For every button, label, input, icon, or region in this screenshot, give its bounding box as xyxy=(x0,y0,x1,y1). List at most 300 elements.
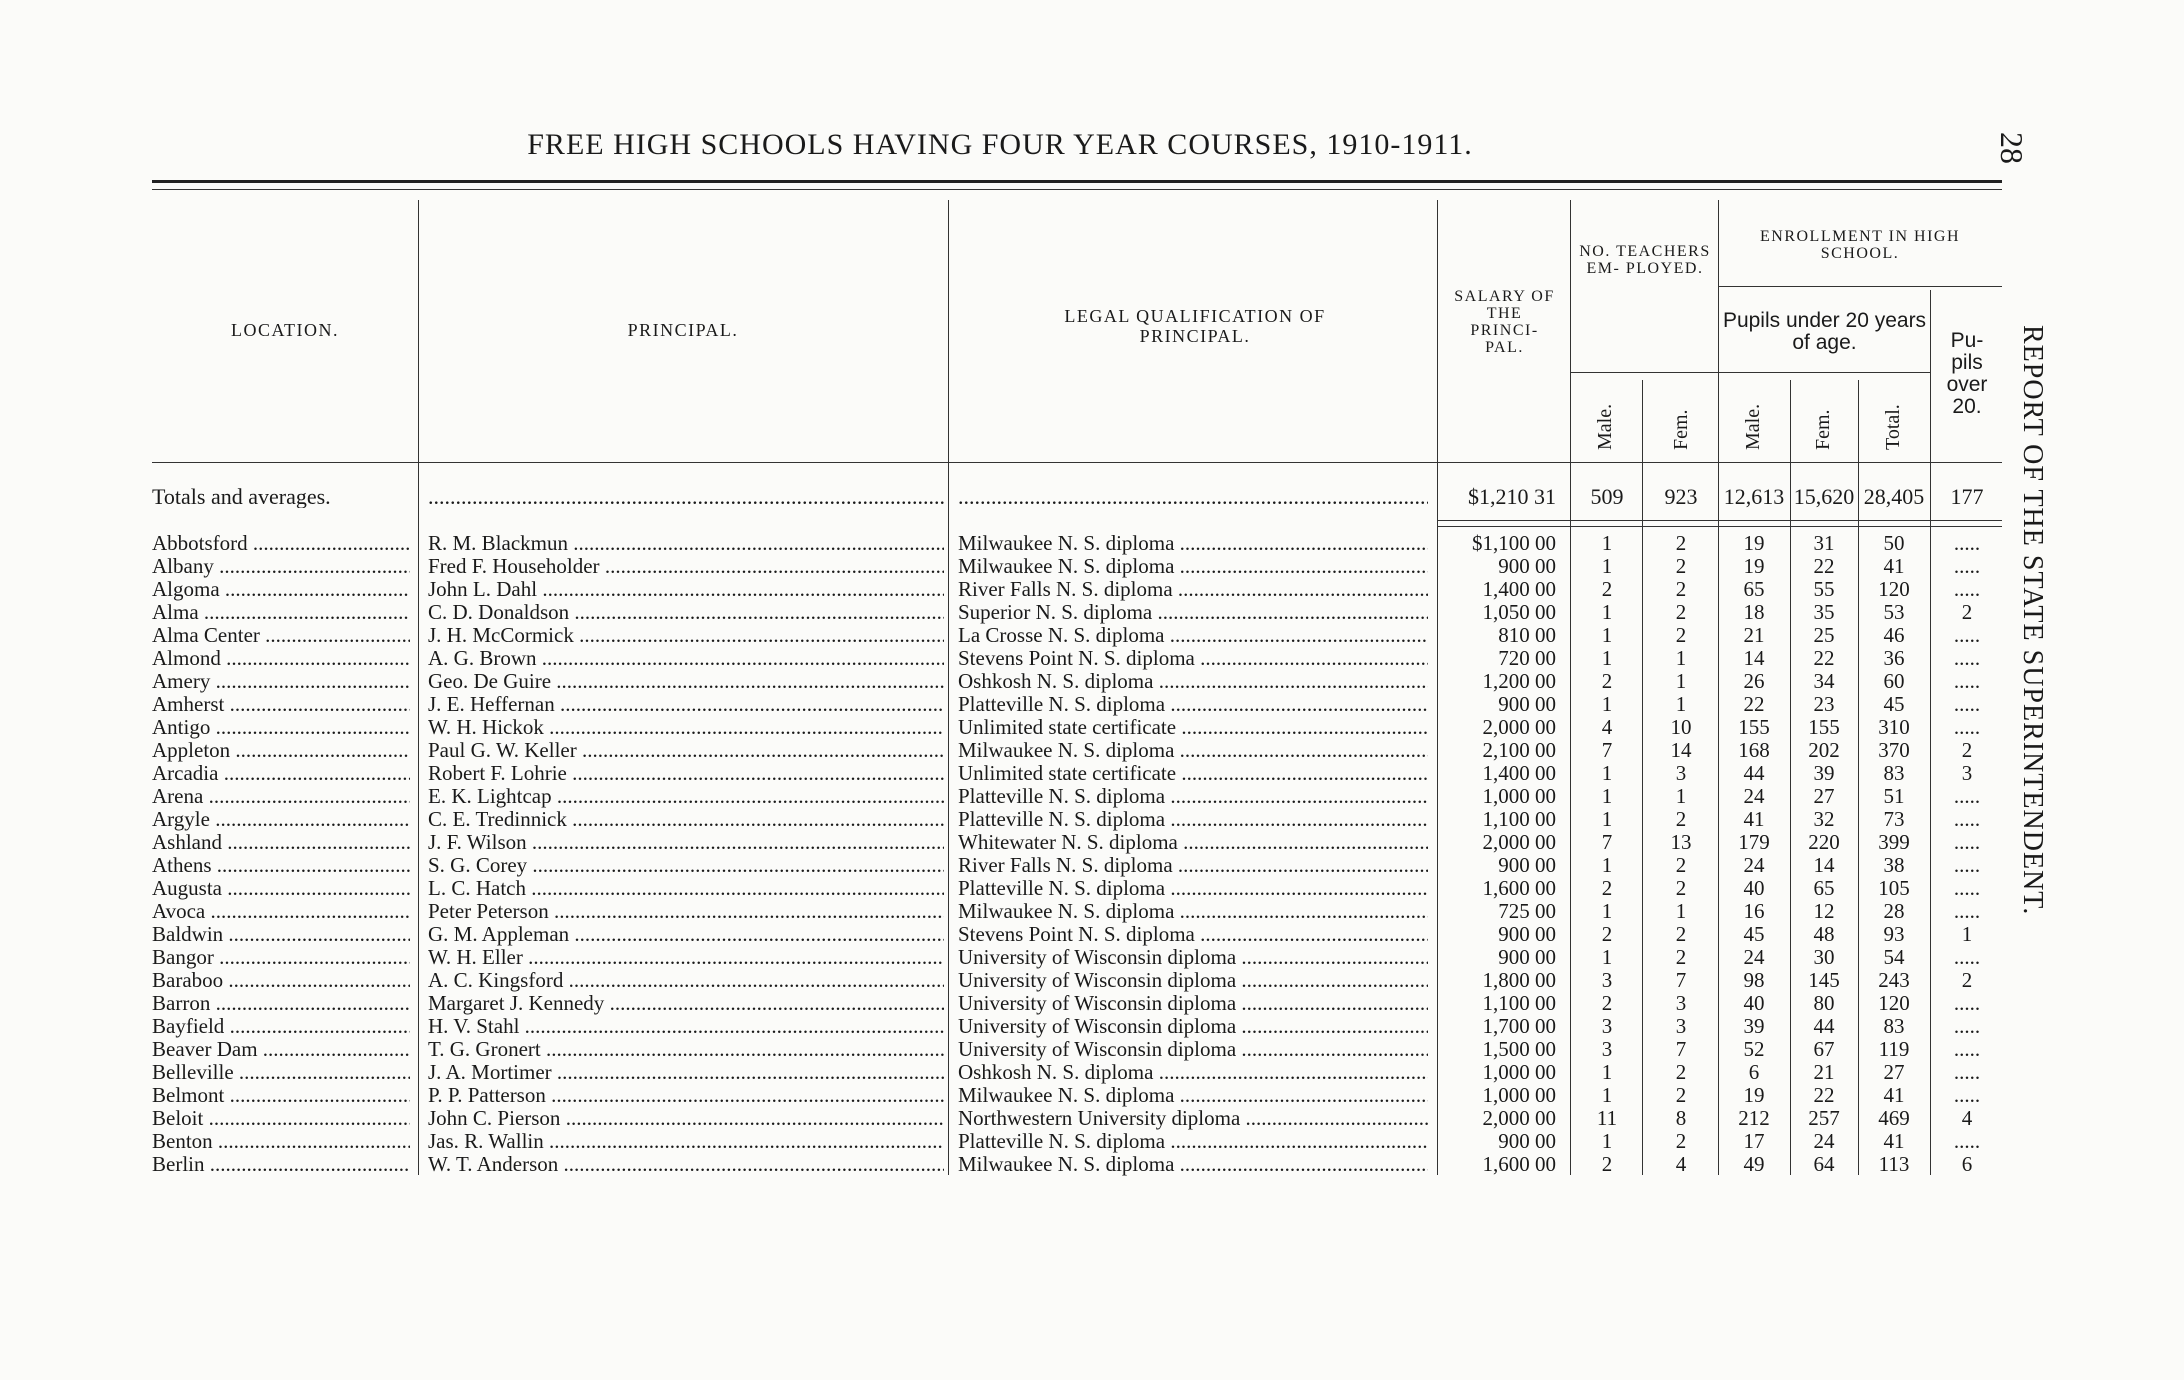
pupils-male-cell: 44 xyxy=(1743,762,1765,785)
pupils-total-heading: Total. xyxy=(1882,404,1904,450)
table-row xyxy=(0,854,2184,877)
table-row xyxy=(0,578,2184,601)
location-cell: Beaver Dam ..... xyxy=(152,1038,410,1061)
pupils-total-cell: 41 xyxy=(1883,1084,1905,1107)
pupils-total-cell: 399 xyxy=(1878,831,1910,854)
pupils-total-cell: 310 xyxy=(1878,716,1910,739)
pupils-total-cell: 370 xyxy=(1878,739,1910,762)
salary-cell: 900 00 xyxy=(1498,946,1556,969)
teachers-male-cell: 11 xyxy=(1596,1107,1618,1130)
pupils-fem-cell: 80 xyxy=(1813,992,1835,1015)
salary-cell: $1,100 00 xyxy=(1472,532,1556,555)
principal-cell: Robert F. Lohrie ..... xyxy=(428,762,944,785)
qualification-cell: Whitewater N. S. diploma ..... xyxy=(958,831,1428,854)
pupils-male-cell: 39 xyxy=(1743,1015,1765,1038)
pupils-fem-cell: 202 xyxy=(1808,739,1840,762)
location-cell: Bayfield ..... xyxy=(152,1015,410,1038)
over20-cell: ..... xyxy=(1953,1015,1981,1038)
teachers-male-cell: 1 xyxy=(1601,946,1613,969)
pupils-fem-cell: 155 xyxy=(1808,716,1840,739)
location-cell: Bangor ..... xyxy=(152,946,410,969)
principal-cell: Jas. R. Wallin ..... xyxy=(428,1130,944,1153)
principal-cell: S. G. Corey ..... xyxy=(428,854,944,877)
over20-cell: ..... xyxy=(1953,532,1981,555)
salary-cell: 1,700 00 xyxy=(1482,1015,1556,1038)
salary-cell: 720 00 xyxy=(1498,647,1556,670)
teachers-fem-cell: 3 xyxy=(1675,1015,1687,1038)
location-cell: Almond ..... xyxy=(152,647,410,670)
teachers-fem-cell: 2 xyxy=(1675,624,1687,647)
teachers-fem-cell: 13 xyxy=(1670,831,1692,854)
pupils-male-cell: 24 xyxy=(1743,946,1765,969)
pupils-fem-cell: 257 xyxy=(1808,1107,1840,1130)
table-row xyxy=(0,831,2184,854)
teachers-male-cell: 1 xyxy=(1601,647,1613,670)
principal-cell: R. M. Blackmun ..... xyxy=(428,532,944,555)
location-cell: Berlin ..... xyxy=(152,1153,410,1176)
over20-cell: ..... xyxy=(1953,716,1981,739)
pupils-total-cell: 41 xyxy=(1883,1130,1905,1153)
teachers-male-cell: 2 xyxy=(1601,923,1613,946)
qualification-cell: University of Wisconsin diploma ..... xyxy=(958,969,1428,992)
over20-cell: 2 xyxy=(1961,739,1973,762)
qualification-cell: Milwaukee N. S. diploma ..... xyxy=(958,739,1428,762)
pupils-fem-cell: 23 xyxy=(1813,693,1835,716)
teachers-fem-cell: 1 xyxy=(1675,785,1687,808)
table-row xyxy=(0,739,2184,762)
pupils-fem-heading: Fem. xyxy=(1812,409,1834,450)
teachers-fem-cell: 2 xyxy=(1675,1130,1687,1153)
table-row xyxy=(0,969,2184,992)
table-row xyxy=(0,532,2184,555)
salary-cell: 2,000 00 xyxy=(1482,831,1556,854)
pupils-male-cell: 98 xyxy=(1743,969,1765,992)
salary-cell: 900 00 xyxy=(1498,693,1556,716)
pupils-fem-cell: 22 xyxy=(1813,647,1835,670)
teachers-fem-cell: 2 xyxy=(1675,808,1687,831)
teachers-male-cell: 1 xyxy=(1601,624,1613,647)
teachers-male-cell: 3 xyxy=(1601,1038,1613,1061)
totals-salary: $1,210 31 xyxy=(1468,485,1556,508)
teachers-fem-cell: 2 xyxy=(1675,578,1687,601)
pupils-total-cell: 45 xyxy=(1883,693,1905,716)
qualification-cell: Platteville N. S. diploma ..... xyxy=(958,785,1428,808)
qualification-cell: Unlimited state certificate ..... xyxy=(958,716,1428,739)
qualification-cell: University of Wisconsin diploma ..... xyxy=(958,992,1428,1015)
salary-cell: 1,600 00 xyxy=(1482,877,1556,900)
pupils-total-cell: 41 xyxy=(1883,555,1905,578)
pupils-male-cell: 52 xyxy=(1743,1038,1765,1061)
table-row xyxy=(0,762,2184,785)
top-rule xyxy=(152,180,2002,183)
qualification-cell: University of Wisconsin diploma ..... xyxy=(958,1038,1428,1061)
pupils-male-cell: 40 xyxy=(1743,992,1765,1015)
teachers-fem-cell: 10 xyxy=(1670,716,1692,739)
totals-pupils-male: 12,613 xyxy=(1723,485,1785,508)
teachers-male-cell: 7 xyxy=(1601,739,1613,762)
qualification-cell: Stevens Point N. S. diploma ..... xyxy=(958,647,1428,670)
pupils-total-cell: 93 xyxy=(1883,923,1905,946)
pupils-fem-cell: 21 xyxy=(1813,1061,1835,1084)
over20-cell: ..... xyxy=(1953,808,1981,831)
salary-cell: 1,000 00 xyxy=(1482,785,1556,808)
pupils-fem-cell: 24 xyxy=(1813,1130,1835,1153)
totals-rule xyxy=(1437,526,2002,527)
qualification-cell: Platteville N. S. diploma ..... xyxy=(958,1130,1428,1153)
over20-heading: Pu- pils over 20. xyxy=(1946,329,1988,418)
teachers-fem-cell: 3 xyxy=(1675,992,1687,1015)
pupils-male-heading: Male. xyxy=(1742,403,1764,450)
teachers-male-cell: 2 xyxy=(1601,670,1613,693)
pupils-male-cell: 24 xyxy=(1743,854,1765,877)
leader-dots xyxy=(958,485,1428,508)
qualification-cell: Superior N. S. diploma ..... xyxy=(958,601,1428,624)
table-row xyxy=(0,808,2184,831)
pupils-total-cell: 28 xyxy=(1883,900,1905,923)
location-cell: Baraboo ..... xyxy=(152,969,410,992)
over20-cell: 1 xyxy=(1961,923,1973,946)
over20-cell: ..... xyxy=(1953,670,1981,693)
location-heading: LOCATION. xyxy=(231,320,339,340)
pupils-fem-cell: 30 xyxy=(1813,946,1835,969)
teachers-male-cell: 1 xyxy=(1601,693,1613,716)
over20-cell: ..... xyxy=(1953,785,1981,808)
over20-cell: ..... xyxy=(1953,877,1981,900)
principal-cell: G. M. Appleman ..... xyxy=(428,923,944,946)
pupils-male-cell: 41 xyxy=(1743,808,1765,831)
qualification-cell: Milwaukee N. S. diploma ..... xyxy=(958,555,1428,578)
teachers-fem-cell: 2 xyxy=(1675,532,1687,555)
teachers-fem-cell: 1 xyxy=(1675,647,1687,670)
teachers-male-cell: 2 xyxy=(1601,992,1613,1015)
pupils-male-cell: 40 xyxy=(1743,877,1765,900)
pupils-total-cell: 83 xyxy=(1883,762,1905,785)
header-divider xyxy=(1570,372,1930,373)
over20-cell: ..... xyxy=(1953,647,1981,670)
location-cell: Amery ..... xyxy=(152,670,410,693)
teachers-male-cell: 1 xyxy=(1601,601,1613,624)
teachers-male-cell: 1 xyxy=(1601,1084,1613,1107)
qualification-cell: Oshkosh N. S. diploma ..... xyxy=(958,670,1428,693)
pupils-total-cell: 105 xyxy=(1878,877,1910,900)
pupils-total-cell: 27 xyxy=(1883,1061,1905,1084)
qualification-cell: River Falls N. S. diploma ..... xyxy=(958,854,1428,877)
over20-cell: 4 xyxy=(1961,1107,1973,1130)
qualification-cell: University of Wisconsin diploma ..... xyxy=(958,1015,1428,1038)
qualification-cell: Platteville N. S. diploma ..... xyxy=(958,808,1428,831)
pupils-total-cell: 73 xyxy=(1883,808,1905,831)
pupils-fem-cell: 39 xyxy=(1813,762,1835,785)
table-row xyxy=(0,992,2184,1015)
page-number: 28 xyxy=(1994,132,2030,164)
principal-cell: John L. Dahl ..... xyxy=(428,578,944,601)
salary-cell: 725 00 xyxy=(1498,900,1556,923)
pupils-total-cell: 50 xyxy=(1883,532,1905,555)
pupils-male-cell: 155 xyxy=(1738,716,1770,739)
totals-over20: 177 xyxy=(1950,485,1984,508)
pupils-male-cell: 65 xyxy=(1743,578,1765,601)
qualification-cell: Oshkosh N. S. diploma ..... xyxy=(958,1061,1428,1084)
salary-cell: 1,600 00 xyxy=(1482,1153,1556,1176)
teachers-fem-cell: 2 xyxy=(1675,946,1687,969)
teachers-heading: NO. TEACHERS EM- PLOYED. xyxy=(1579,243,1711,277)
pupils-male-cell: 21 xyxy=(1743,624,1765,647)
principal-cell: L. C. Hatch ..... xyxy=(428,877,944,900)
pupils-fem-cell: 145 xyxy=(1808,969,1840,992)
pupils-total-cell: 46 xyxy=(1883,624,1905,647)
over20-cell: 2 xyxy=(1961,969,1973,992)
location-cell: Alma ..... xyxy=(152,601,410,624)
qualification-cell: Milwaukee N. S. diploma ..... xyxy=(958,1153,1428,1176)
location-cell: Benton ..... xyxy=(152,1130,410,1153)
qualification-cell: Milwaukee N. S. diploma ..... xyxy=(958,532,1428,555)
principal-cell: Paul G. W. Keller ..... xyxy=(428,739,944,762)
totals-pupils-total: 28,405 xyxy=(1863,485,1925,508)
location-cell: Ashland ..... xyxy=(152,831,410,854)
location-cell: Beloit ..... xyxy=(152,1107,410,1130)
over20-cell: ..... xyxy=(1953,854,1981,877)
pupils-male-cell: 17 xyxy=(1743,1130,1765,1153)
principal-heading: PRINCIPAL. xyxy=(627,320,739,340)
principal-cell: C. D. Donaldson ..... xyxy=(428,601,944,624)
pupils-total-cell: 119 xyxy=(1878,1038,1910,1061)
teachers-male-heading: Male. xyxy=(1594,403,1616,450)
qualification-cell: Northwestern University diploma ..... xyxy=(958,1107,1428,1130)
location-cell: Belmont ..... xyxy=(152,1084,410,1107)
location-cell: Algoma ..... xyxy=(152,578,410,601)
location-cell: Alma Center ..... xyxy=(152,624,410,647)
principal-cell: A. G. Brown ..... xyxy=(428,647,944,670)
table-row xyxy=(0,647,2184,670)
qualification-heading: LEGAL QUALIFICATION OF PRINCIPAL. xyxy=(1064,306,1326,346)
leader-dots xyxy=(428,485,944,508)
pupils-male-cell: 19 xyxy=(1743,555,1765,578)
principal-cell: Peter Peterson ..... xyxy=(428,900,944,923)
teachers-male-cell: 7 xyxy=(1601,831,1613,854)
teachers-male-cell: 1 xyxy=(1601,808,1613,831)
teachers-fem-cell: 1 xyxy=(1675,693,1687,716)
pupils-male-cell: 49 xyxy=(1743,1153,1765,1176)
table-row xyxy=(0,785,2184,808)
pupils-fem-cell: 25 xyxy=(1813,624,1835,647)
table-row xyxy=(0,1015,2184,1038)
pupils-fem-cell: 35 xyxy=(1813,601,1835,624)
over20-cell: ..... xyxy=(1953,1038,1981,1061)
teachers-male-cell: 2 xyxy=(1601,1153,1613,1176)
location-cell: Athens ..... xyxy=(152,854,410,877)
teachers-fem-cell: 2 xyxy=(1675,1084,1687,1107)
totals-teachers-fem: 923 xyxy=(1664,485,1698,508)
salary-cell: 900 00 xyxy=(1498,854,1556,877)
pupils-total-cell: 53 xyxy=(1883,601,1905,624)
teachers-male-cell: 2 xyxy=(1601,578,1613,601)
under20-heading: Pupils under 20 years of age. xyxy=(1722,309,1927,354)
totals-teachers-male: 509 xyxy=(1590,485,1624,508)
teachers-fem-cell: 2 xyxy=(1675,923,1687,946)
location-cell: Arcadia ..... xyxy=(152,762,410,785)
teachers-fem-cell: 4 xyxy=(1675,1153,1687,1176)
salary-cell: 900 00 xyxy=(1498,555,1556,578)
pupils-male-cell: 45 xyxy=(1743,923,1765,946)
teachers-male-cell: 1 xyxy=(1601,785,1613,808)
pupils-total-cell: 113 xyxy=(1878,1153,1910,1176)
location-cell: Abbotsford ..... xyxy=(152,532,410,555)
principal-cell: J. F. Wilson ..... xyxy=(428,831,944,854)
qualification-cell: Milwaukee N. S. diploma ..... xyxy=(958,1084,1428,1107)
principal-cell: J. A. Mortimer ..... xyxy=(428,1061,944,1084)
pupils-total-cell: 120 xyxy=(1878,578,1910,601)
teachers-male-cell: 1 xyxy=(1601,854,1613,877)
pupils-male-cell: 19 xyxy=(1743,1084,1765,1107)
pupils-male-cell: 16 xyxy=(1743,900,1765,923)
pupils-male-cell: 19 xyxy=(1743,532,1765,555)
pupils-total-cell: 243 xyxy=(1878,969,1910,992)
table-row xyxy=(0,1153,2184,1176)
principal-cell: W. T. Anderson ..... xyxy=(428,1153,944,1176)
salary-cell: 1,400 00 xyxy=(1482,762,1556,785)
principal-cell: T. G. Gronert ..... xyxy=(428,1038,944,1061)
qualification-cell: Platteville N. S. diploma ..... xyxy=(958,877,1428,900)
over20-cell: 2 xyxy=(1961,601,1973,624)
qualification-cell: Unlimited state certificate ..... xyxy=(958,762,1428,785)
salary-cell: 1,050 00 xyxy=(1482,601,1556,624)
principal-cell: C. E. Tredinnick ..... xyxy=(428,808,944,831)
teachers-fem-cell: 1 xyxy=(1675,900,1687,923)
over20-cell: ..... xyxy=(1953,555,1981,578)
pupils-male-cell: 212 xyxy=(1738,1107,1770,1130)
teachers-fem-cell: 8 xyxy=(1675,1107,1687,1130)
over20-cell: ..... xyxy=(1953,693,1981,716)
teachers-fem-cell: 2 xyxy=(1675,601,1687,624)
over20-cell: ..... xyxy=(1953,900,1981,923)
teachers-fem-cell: 14 xyxy=(1670,739,1692,762)
qualification-cell: Platteville N. S. diploma ..... xyxy=(958,693,1428,716)
table-row xyxy=(0,670,2184,693)
pupils-male-cell: 22 xyxy=(1743,693,1765,716)
over20-cell: 3 xyxy=(1961,762,1973,785)
salary-cell: 1,400 00 xyxy=(1482,578,1556,601)
pupils-total-cell: 120 xyxy=(1878,992,1910,1015)
pupils-male-cell: 168 xyxy=(1738,739,1770,762)
salary-cell: 1,800 00 xyxy=(1482,969,1556,992)
principal-cell: Geo. De Guire ..... xyxy=(428,670,944,693)
teachers-fem-cell: 2 xyxy=(1675,555,1687,578)
teachers-male-cell: 4 xyxy=(1601,716,1613,739)
pupils-male-cell: 6 xyxy=(1748,1061,1760,1084)
teachers-fem-cell: 2 xyxy=(1675,854,1687,877)
location-cell: Appleton ..... xyxy=(152,739,410,762)
pupils-fem-cell: 14 xyxy=(1813,854,1835,877)
qualification-cell: Milwaukee N. S. diploma ..... xyxy=(958,900,1428,923)
over20-cell: ..... xyxy=(1953,624,1981,647)
pupils-total-cell: 469 xyxy=(1878,1107,1910,1130)
teachers-male-cell: 1 xyxy=(1601,532,1613,555)
salary-cell: 900 00 xyxy=(1498,923,1556,946)
salary-cell: 900 00 xyxy=(1498,1130,1556,1153)
teachers-fem-cell: 3 xyxy=(1675,762,1687,785)
header-bottom-rule xyxy=(152,462,2002,463)
pupils-fem-cell: 34 xyxy=(1813,670,1835,693)
qualification-cell: La Crosse N. S. diploma ..... xyxy=(958,624,1428,647)
principal-cell: E. K. Lightcap ..... xyxy=(428,785,944,808)
pupils-fem-cell: 48 xyxy=(1813,923,1835,946)
pupils-fem-cell: 22 xyxy=(1813,1084,1835,1107)
principal-cell: J. H. McCormick ..... xyxy=(428,624,944,647)
pupils-fem-cell: 67 xyxy=(1813,1038,1835,1061)
location-cell: Augusta ..... xyxy=(152,877,410,900)
principal-cell: A. C. Kingsford ..... xyxy=(428,969,944,992)
qualification-cell: University of Wisconsin diploma ..... xyxy=(958,946,1428,969)
over20-cell: 6 xyxy=(1961,1153,1973,1176)
teachers-fem-cell: 1 xyxy=(1675,670,1687,693)
pupils-total-cell: 83 xyxy=(1883,1015,1905,1038)
pupils-total-cell: 36 xyxy=(1883,647,1905,670)
table-row xyxy=(0,555,2184,578)
teachers-fem-cell: 7 xyxy=(1675,969,1687,992)
principal-cell: J. E. Heffernan ..... xyxy=(428,693,944,716)
pupils-fem-cell: 65 xyxy=(1813,877,1835,900)
location-cell: Argyle ..... xyxy=(152,808,410,831)
pupils-male-cell: 14 xyxy=(1743,647,1765,670)
teachers-male-cell: 1 xyxy=(1601,1130,1613,1153)
salary-cell: 1,200 00 xyxy=(1482,670,1556,693)
location-cell: Albany ..... xyxy=(152,555,410,578)
pupils-fem-cell: 22 xyxy=(1813,555,1835,578)
salary-cell: 2,000 00 xyxy=(1482,1107,1556,1130)
principal-cell: Fred F. Householder ..... xyxy=(428,555,944,578)
teachers-male-cell: 1 xyxy=(1601,1061,1613,1084)
location-cell: Antigo ..... xyxy=(152,716,410,739)
pupils-male-cell: 18 xyxy=(1743,601,1765,624)
teachers-fem-cell: 2 xyxy=(1675,1061,1687,1084)
totals-rule xyxy=(1437,520,2002,521)
totals-row xyxy=(0,485,2184,508)
salary-cell: 1,500 00 xyxy=(1482,1038,1556,1061)
pupils-male-cell: 24 xyxy=(1743,785,1765,808)
qualification-cell: River Falls N. S. diploma ..... xyxy=(958,578,1428,601)
over20-cell: ..... xyxy=(1953,946,1981,969)
principal-cell: W. H. Eller ..... xyxy=(428,946,944,969)
salary-cell: 1,100 00 xyxy=(1482,808,1556,831)
table-row xyxy=(0,624,2184,647)
salary-cell: 1,000 00 xyxy=(1482,1084,1556,1107)
over20-cell: ..... xyxy=(1953,831,1981,854)
pupils-male-cell: 26 xyxy=(1743,670,1765,693)
over20-cell: ..... xyxy=(1953,1061,1981,1084)
table-row xyxy=(0,946,2184,969)
teachers-male-cell: 3 xyxy=(1601,969,1613,992)
salary-cell: 1,000 00 xyxy=(1482,1061,1556,1084)
pupils-fem-cell: 55 xyxy=(1813,578,1835,601)
table-row xyxy=(0,1130,2184,1153)
teachers-fem-heading: Fem. xyxy=(1670,409,1692,450)
pupils-total-cell: 51 xyxy=(1883,785,1905,808)
qualification-cell: Stevens Point N. S. diploma ..... xyxy=(958,923,1428,946)
enrollment-heading: ENROLLMENT IN HIGH SCHOOL. xyxy=(1759,228,1960,262)
principal-cell: Margaret J. Kennedy ..... xyxy=(428,992,944,1015)
table-row xyxy=(0,1038,2184,1061)
pupils-total-cell: 54 xyxy=(1883,946,1905,969)
page-title: FREE HIGH SCHOOLS HAVING FOUR YEAR COURSES, 1910-1911. xyxy=(527,128,1473,161)
principal-cell: H. V. Stahl ..... xyxy=(428,1015,944,1038)
table-row xyxy=(0,693,2184,716)
location-cell: Baldwin ..... xyxy=(152,923,410,946)
table-row xyxy=(0,716,2184,739)
table-row xyxy=(0,1084,2184,1107)
totals-label: Totals and averages. xyxy=(152,485,331,508)
table-row xyxy=(0,877,2184,900)
salary-cell: 810 00 xyxy=(1498,624,1556,647)
